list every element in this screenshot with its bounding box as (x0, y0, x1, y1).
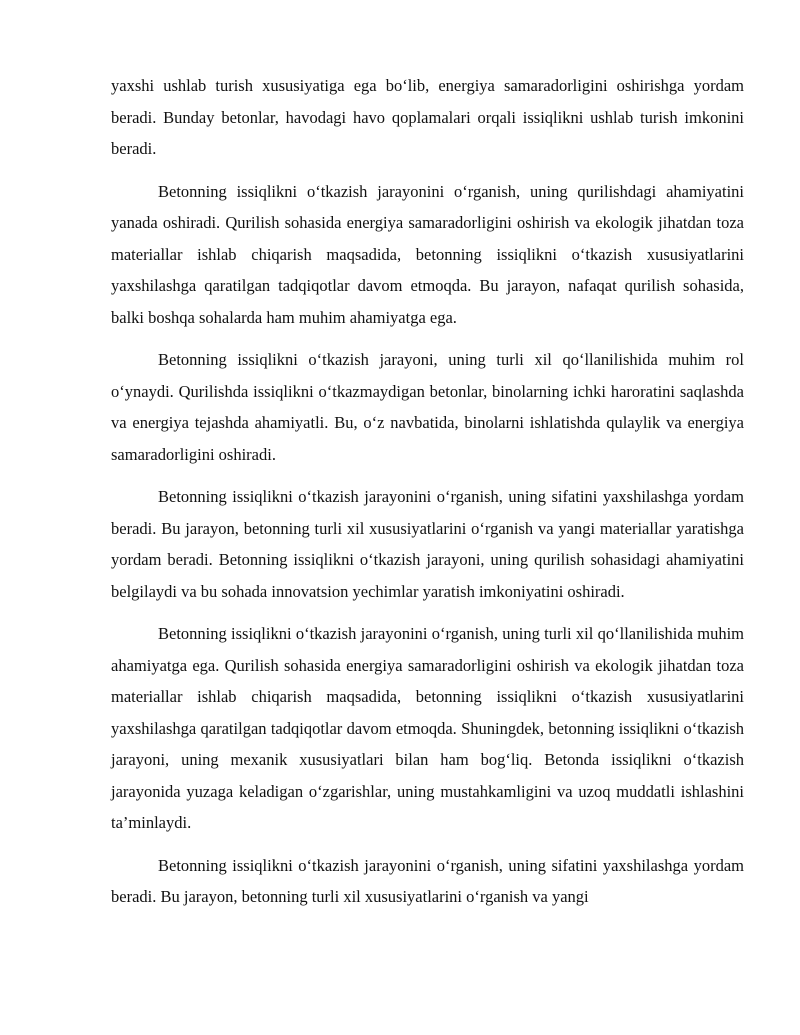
paragraph-3: Betonning issiqlikni o‘tkazish jarayoni, uning turli xil qo‘llanilishida muhim rol o‘ynaydi. Qurilishda issiqlikni o‘tkazmaydigan betonlar, binolarning ichki haroratini saqlashda va energiya tejashda ahamiyatli. Bu, o‘z navbatida, binolarni ishlatishda qulaylik va energiya samaradorligini oshiradi. (111, 350, 744, 464)
paragraph-2: Betonning issiqlikni o‘tkazish jarayonini o‘rganish, uning qurilishdagi ahamiyatini yanada oshiradi. Qurilish sohasida energiya samaradorligini oshirish va ekologik jihatdan toza materiallar ishlab chiqarish maqsadida, betonning issiqlikni o‘tkazish xususiyatlarini yaxshilashga qaratilgan tadqiqotlar davom etmoqda. Bu jarayon, nafaqat qurilish sohasida, balki boshqa sohalarda ham muhim ahamiyatga ega. (111, 181, 744, 327)
paragraph-5: Betonning issiqlikni o‘tkazish jarayonini o‘rganish, uning turli xil qo‘llanilishida muhim ahamiyatga ega. Qurilish sohasida energiya samaradorligini oshirish va ekologik jihatdan toza materiallar ishlab chiqarish maqsadida, betonning issiqlikni o‘tkazish xususiyatlarini yaxshilashga qaratilgan tadqiqotlar davom etmoqda. Shuningdek, betonning issiqlikni o‘tkazish jarayoni, uning mexanik xususiyatlari bilan ham bog‘liq. Betonda issiqlikni o‘tkazish jarayonida yuzaga keladigan o‘zgarishlar, uning mustahkamligini va uzoq muddatli ishlashini ta’minlaydi. (111, 624, 744, 832)
document-page (111, 70, 744, 924)
paragraph-1: yaxshi ushlab turish xususiyatiga ega bo‘lib, energiya samaradorligini oshirishga yordam beradi. Bunday betonlar, havodagi havo qoplamalari orqali issiqlikni ushlab turish imkonini beradi. (111, 76, 744, 158)
paragraph-4: Betonning issiqlikni o‘tkazish jarayonini o‘rganish, uning sifatini yaxshilashga yordam beradi. Bu jarayon, betonning turli xil xususiyatlarini o‘rganish va yangi materiallar yaratishga yordam beradi. Betonning issiqlikni o‘tkazish jarayoni, uning qurilish sohasidagi ahamiyatini belgilaydi va bu sohada innovatsion yechimlar yaratish imkoniyatini oshiradi. (111, 487, 744, 601)
paragraph-6: Betonning issiqlikni o‘tkazish jarayonini o‘rganish, uning sifatini yaxshilashga yordam beradi. Bu jarayon, betonning turli xil xususiyatlarini o‘rganish va yangi (111, 855, 744, 906)
